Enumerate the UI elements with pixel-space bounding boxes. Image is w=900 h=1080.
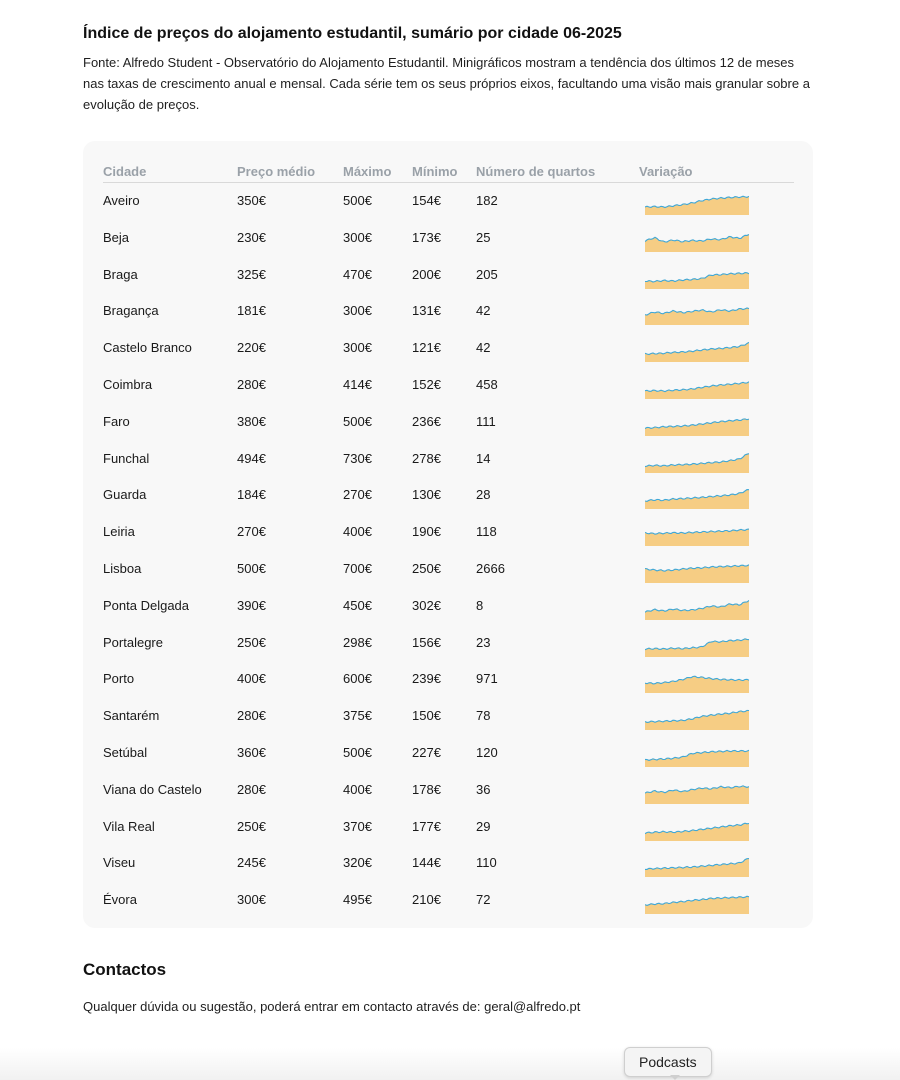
cell-minimum: 302€: [412, 597, 441, 613]
cell-maximum: 500€: [343, 744, 372, 760]
sparkline-area: [645, 196, 749, 215]
tooltip-arrow: [670, 1075, 680, 1080]
sparkline-area: [645, 234, 749, 252]
header-minimum[interactable]: Mínimo: [412, 164, 458, 179]
trend-sparkline: [645, 299, 749, 325]
cell-maximum: 320€: [343, 855, 372, 871]
sparkline-area: [645, 677, 749, 694]
trend-sparkline: [645, 557, 749, 583]
cell-city: Braga: [103, 266, 138, 282]
cell-average-price: 500€: [237, 560, 266, 576]
sparkline-area: [645, 896, 749, 914]
table-row: [103, 625, 794, 662]
cell-city: Beja: [103, 229, 130, 245]
trend-sparkline: [645, 226, 749, 252]
cell-minimum: 144€: [412, 855, 441, 871]
cell-maximum: 450€: [343, 597, 372, 613]
cell-maximum: 400€: [343, 781, 372, 797]
cell-maximum: 270€: [343, 487, 372, 503]
source-description: Fonte: Alfredo Student - Observatório do Alojamento Estudantil. Minigráficos mostram a tendência dos últimos 12 de meses nas taxas de crescimento anual e mensal. Cada série tem os seus próprios eixos, facultando uma visão mais granular sobre a evolução de preços.: [83, 55, 810, 112]
table-row: [103, 293, 794, 330]
sparkline-area: [645, 343, 749, 363]
cell-maximum: 370€: [343, 818, 372, 834]
cell-minimum: 130€: [412, 487, 441, 503]
cell-city: Ponta Delgada: [103, 597, 190, 613]
cell-city: Vila Real: [103, 818, 155, 834]
table-row: [103, 257, 794, 294]
trend-sparkline: [645, 373, 749, 399]
table-row: [103, 735, 794, 772]
trend-sparkline: [645, 447, 749, 473]
cell-minimum: 131€: [412, 303, 441, 319]
cell-maximum: 700€: [343, 560, 372, 576]
cell-minimum: 210€: [412, 892, 441, 908]
table-row: [103, 772, 794, 809]
cell-maximum: 300€: [343, 340, 372, 356]
cell-average-price: 494€: [237, 450, 266, 466]
table-row: [103, 404, 794, 441]
trend-sparkline: [645, 778, 749, 804]
trend-sparkline: [645, 483, 749, 509]
cell-minimum: 121€: [412, 340, 441, 356]
cell-room-count: 111: [476, 413, 496, 429]
cell-room-count: 78: [476, 708, 491, 724]
cell-minimum: 156€: [412, 634, 441, 650]
cell-city: Castelo Branco: [103, 340, 192, 356]
cell-minimum: 173€: [412, 229, 441, 245]
cell-maximum: 298€: [343, 634, 372, 650]
trend-sparkline: [645, 667, 749, 693]
table-row: [103, 661, 794, 698]
cell-room-count: 182: [476, 193, 498, 208]
cell-average-price: 380€: [237, 413, 266, 429]
cell-maximum: 500€: [343, 193, 372, 208]
cell-room-count: 8: [476, 597, 484, 613]
cell-city: Coimbra: [103, 376, 153, 392]
cell-average-price: 280€: [237, 708, 266, 724]
cell-room-count: 205: [476, 266, 498, 282]
cell-minimum: 190€: [412, 524, 441, 540]
cell-average-price: 181€: [237, 303, 266, 319]
table-body: [103, 183, 794, 919]
cell-minimum: 154€: [412, 193, 441, 208]
cell-city: Funchal: [103, 450, 150, 466]
cell-average-price: 250€: [237, 818, 266, 834]
cell-average-price: 300€: [237, 892, 266, 908]
header-variation: Variação: [639, 164, 693, 179]
cell-city: Guarda: [103, 487, 147, 503]
cell-room-count: 118: [476, 524, 497, 540]
price-summary-table: [83, 141, 813, 928]
sparkline-area: [645, 490, 749, 509]
cell-room-count: 36: [476, 781, 491, 797]
cell-room-count: 29: [476, 818, 491, 834]
cell-minimum: 278€: [412, 450, 441, 466]
cell-average-price: 325€: [237, 266, 266, 282]
cell-city: Aveiro: [103, 193, 140, 208]
table-row: [103, 809, 794, 846]
cell-maximum: 414€: [343, 376, 372, 392]
sparkline-area: [645, 859, 749, 877]
sparkline-area: [645, 453, 749, 472]
cell-city: Portalegre: [103, 634, 163, 650]
cell-minimum: 239€: [412, 671, 441, 687]
cell-maximum: 495€: [343, 892, 372, 908]
trend-sparkline: [645, 336, 749, 362]
cell-city: Lisboa: [103, 560, 142, 576]
table-header: [103, 163, 794, 183]
cell-room-count: 2666: [476, 560, 505, 576]
cell-minimum: 150€: [412, 708, 441, 724]
cell-room-count: 72: [476, 892, 491, 908]
cell-maximum: 600€: [343, 671, 372, 687]
dock-bar: [0, 1048, 900, 1080]
page-header: [83, 24, 823, 115]
cell-city: Setúbal: [103, 744, 148, 760]
cell-room-count: 120: [476, 744, 498, 760]
cell-average-price: 220€: [237, 340, 266, 356]
table-row: [103, 698, 794, 735]
trend-sparkline: [645, 741, 749, 767]
cell-minimum: 178€: [412, 781, 441, 797]
cell-room-count: 971: [476, 671, 498, 687]
trend-sparkline: [645, 815, 749, 841]
cell-maximum: 300€: [343, 229, 372, 245]
cell-city: Bragança: [103, 303, 159, 319]
cell-maximum: 375€: [343, 708, 372, 724]
table-row: [103, 220, 794, 257]
cell-maximum: 300€: [343, 303, 372, 319]
table-row: [103, 330, 794, 367]
cell-room-count: 110: [476, 855, 497, 871]
sparkline-area: [645, 272, 749, 288]
cell-city: Porto: [103, 671, 135, 687]
cell-average-price: 184€: [237, 487, 266, 503]
cell-minimum: 200€: [412, 266, 441, 282]
header-maximum[interactable]: Máximo: [343, 164, 392, 179]
trend-sparkline: [645, 631, 749, 657]
cell-city: Santarém: [103, 708, 160, 724]
cell-average-price: 360€: [237, 744, 266, 760]
cell-minimum: 177€: [412, 818, 441, 834]
table-row: [103, 183, 794, 220]
sparkline-area: [645, 711, 749, 731]
cell-minimum: 152€: [412, 376, 441, 392]
cell-average-price: 350€: [237, 193, 266, 208]
cell-room-count: 42: [476, 340, 491, 356]
cell-city: Faro: [103, 413, 130, 429]
table-row: [103, 477, 794, 514]
table-row: [103, 845, 794, 882]
trend-sparkline: [645, 888, 749, 914]
cell-average-price: 280€: [237, 376, 266, 392]
cell-city: Viseu: [103, 855, 136, 871]
cell-room-count: 25: [476, 229, 491, 245]
table-row: [103, 367, 794, 404]
trend-sparkline: [645, 594, 749, 620]
cell-maximum: 400€: [343, 524, 372, 540]
trend-sparkline: [645, 263, 749, 289]
table-row: [103, 588, 794, 625]
cell-room-count: 28: [476, 487, 491, 503]
contacts-section: [83, 960, 823, 1016]
cell-average-price: 250€: [237, 634, 266, 650]
cell-minimum: 227€: [412, 744, 441, 760]
cell-room-count: 458: [476, 376, 498, 392]
cell-city: Leiria: [103, 524, 135, 540]
cell-room-count: 42: [476, 303, 491, 319]
table-row: [103, 441, 794, 478]
table-row: [103, 514, 794, 551]
cell-average-price: 390€: [237, 597, 266, 613]
contacts-text: Qualquer dúvida ou sugestão, poderá entrar em contacto através de: geral@alfredo.pt: [83, 999, 581, 1014]
cell-minimum: 250€: [412, 560, 441, 576]
cell-maximum: 500€: [343, 413, 372, 429]
cell-average-price: 280€: [237, 781, 266, 797]
table-row: [103, 551, 794, 588]
cell-maximum: 730€: [343, 450, 372, 466]
page-title: Índice de preços do alojamento estudantil, sumário por cidade 06-2025: [83, 25, 622, 42]
cell-average-price: 230€: [237, 229, 266, 245]
trend-sparkline: [645, 704, 749, 730]
contacts-title: Contactos: [83, 960, 167, 979]
cell-city: Viana do Castelo: [103, 781, 202, 797]
header-room-count[interactable]: Número de quartos: [476, 164, 596, 179]
cell-room-count: 14: [476, 450, 491, 466]
cell-city: Évora: [103, 892, 137, 908]
trend-sparkline: [645, 189, 749, 215]
cell-minimum: 236€: [412, 413, 441, 429]
cell-average-price: 400€: [237, 671, 266, 687]
header-average-price[interactable]: Preço médio: [237, 164, 316, 179]
table-row: [103, 882, 794, 919]
cell-average-price: 270€: [237, 524, 266, 540]
cell-average-price: 245€: [237, 855, 266, 871]
trend-sparkline: [645, 410, 749, 436]
header-city[interactable]: Cidade: [103, 164, 147, 179]
cell-room-count: 23: [476, 634, 491, 650]
trend-sparkline: [645, 851, 749, 877]
trend-sparkline: [645, 520, 749, 546]
cell-maximum: 470€: [343, 266, 372, 282]
podcasts-tooltip: Podcasts: [624, 1047, 712, 1077]
